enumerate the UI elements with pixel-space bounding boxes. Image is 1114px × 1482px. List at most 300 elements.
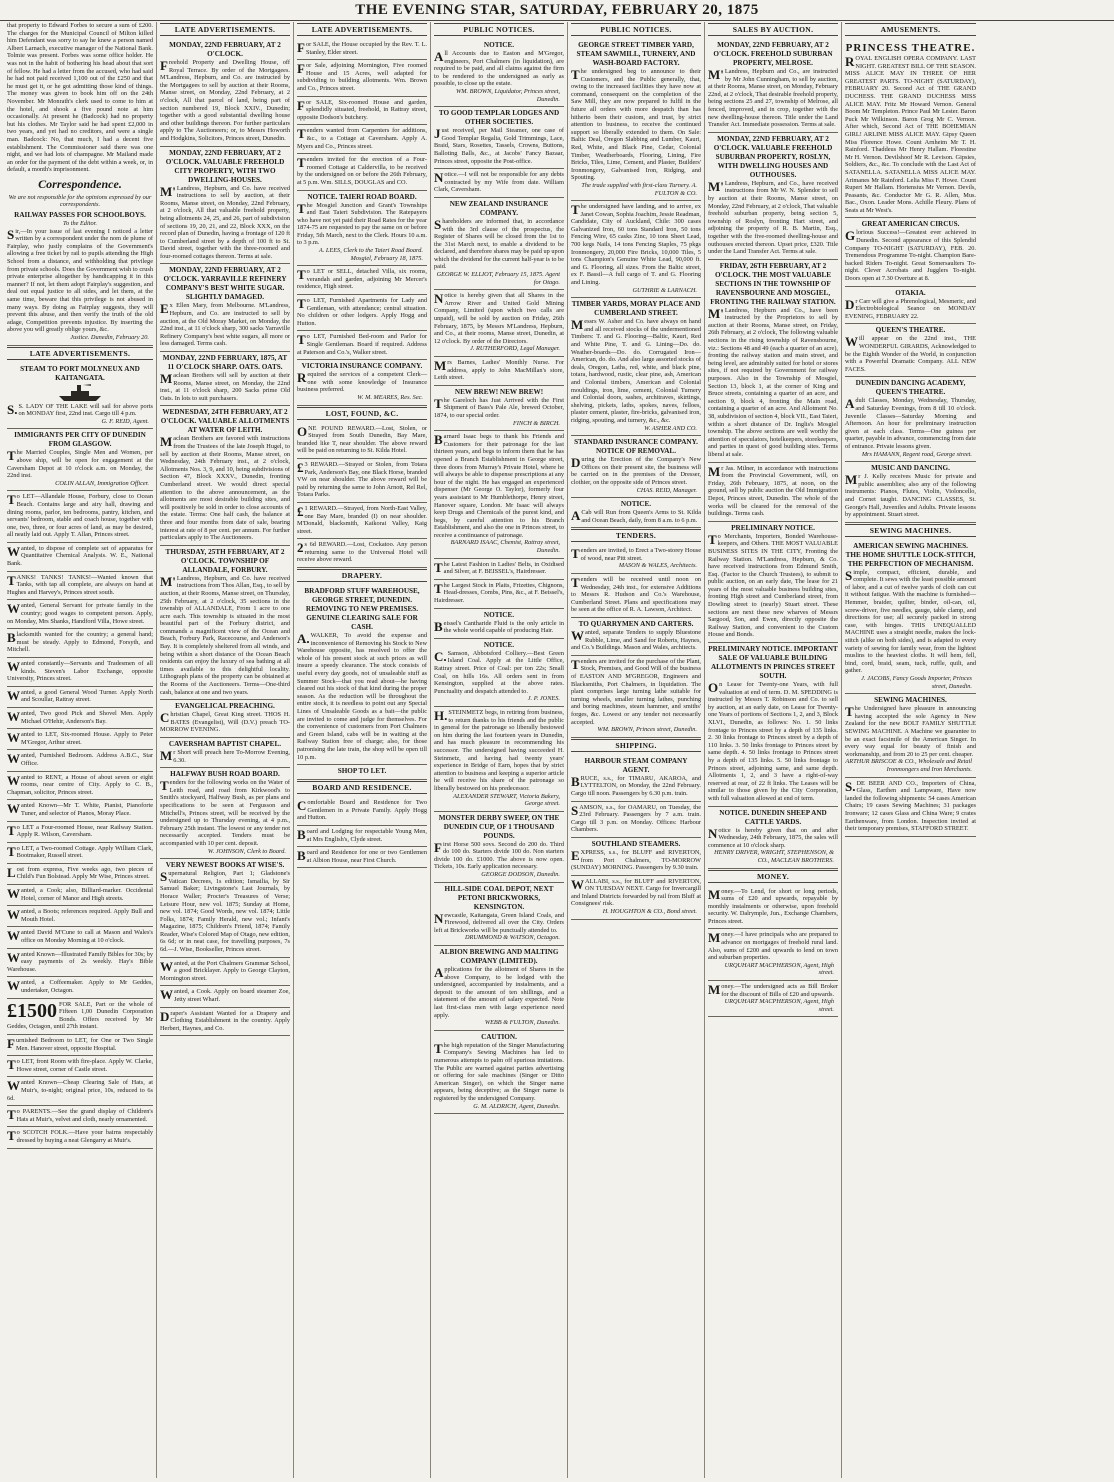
section-heading: AMUSEMENTS. [845,23,976,36]
ad-heading: TO GOOD TEMPLAR LODGES AND OTHER SOCIETIES. [438,109,560,127]
ad-heading: IMMIGRANTS PER CITY OF DUNEDIN FROM GLASGOW. [14,431,146,449]
ad-heading: TO QUARRYMEN AND CARTERS. [578,620,694,629]
ad-body: Wanted to LET, Six-roomed House. Apply to Peter M'Gregor, Arthur street. [7,730,153,746]
ad-heading: DUNEDIN DANCING ACADEMY, QUEEN'S THEATRE. [855,379,966,397]
ad-body: Furnished Bedroom to LET, for One or Two Single Men. Hanover street, opposite Hospital. [7,1035,153,1052]
advertisement [7,977,153,998]
advertisement [434,198,564,290]
ad-body: Wanted, to dispose of complete set of apparatus for Quantitative Chemical Analysis. W. E., National Bank. [7,543,153,568]
advertisement [571,618,701,656]
advertisement [160,406,290,545]
ad-heading: QUEEN'S THEATRE. [875,326,946,335]
advertisement [434,39,564,107]
ad-body: The Undersigned have pleasure in announcing having accepted the sole Agency in New Zealand for the new BOLT FAMILY SHUTTLE SEWING MACHINE. A Machine we guarantee to be an exact facsimile of the American Singer. In every way equal for beauty of finish and workmanship, and from 20 to 25 per cent. cheaper. [845,704,976,758]
ad-signature: ALEXANDER STEWART, Victoria Bakery, George street. [453,792,560,808]
ad-signature: W. M. MEARES, Res. Sec. [357,393,423,401]
ad-body: Wanted, a Boots; references required. Apply Bull and Mouth Hotel. [7,907,153,923]
ad-heading: FRIDAY, 26TH FEBRUARY, AT 2 O'CLOCK. THE MOST VALUABLE SECTIONS IN THE TOWNSHIP OF RAVENSBOURNE AND MOSGIEL, FRONTING THE RAILWAY STATION. [710,261,836,306]
ad-body: Wanted, a good General Wood Turner. Apply North and Scoullar, Rattray street. [7,687,153,704]
ad-heading: WEDNESDAY, 24TH FEBRUARY, AT 2 O'CLOCK. VALUABLE ALLOTMENTS AT WATER OF LEITH. [160,408,290,435]
advertisement [7,363,153,430]
advertisement [845,324,976,377]
ad-body: The undersigned have landing, and to arrive, ex Janet Cowan, Sophia Joachim, Jessie Readman, Candidate, City of Auckland, Chile: 300 cases Galvanized Iron, 60 tons Standard Iron, 50 tons Fencing Wire, 65 casks Zinc, 10 tons Sheet Lead, 700 kegs Nails, 14 tons Fencing Staples, 75 pkgs Ironmongery, 20,000 Fire Bricks, 10,000 Tiles, 5 tons Champion's Genuine White Lead, 90,000 ft. and G. Flooring, all sizes. From the Baltic street, ex F. Bassil—A full cargo of T. and G. Flooring and Lining. [571,202,701,287]
advertisement [845,39,976,218]
ad-heading: MONSTER DERBY SWEEP, ON THE DUNEDIN CUP, OF 1 THOUSAND POUNDS. [438,813,560,840]
ad-signature: GUTHRIE & LARNACH. [632,286,697,294]
advertisement [571,802,701,838]
advertisement [434,1031,564,1114]
ad-signature: A. LEES, Clerk to the Taieri Road Board. Mosgiel, February 18, 1875. [318,247,423,262]
ad-heading: CAVERSHAM BAPTIST CHAPEL. [168,740,282,748]
advertisement [297,826,427,847]
ad-signature: HENRY DRIVER, WRIGHT, STEPHENSON, & CO., MACLEAN BROTHERS. [714,849,834,864]
ad-signature: WM. BROWN, Princes street, Dunedin. [597,726,697,734]
ad-signature: FINCH & BIRCH. [512,419,560,427]
ad-body: FOR SALE, Part or the whole of Fifteen 1,00 Dunedin Corporation Bonds. Offers received by Mr Geddes, Octagon, until 27th instant. [7,1000,153,1031]
ad-signature: GEORGE W. ELLIOT, February 15, 1875. Agent for Otago. [436,271,560,286]
advertisement [7,491,153,543]
ad-body: Wanted to RENT, a House of about seven or eight rooms, near centre of City. Apply to C. B., Chapman, solicitor, Princes street. [7,772,153,796]
advertisement [160,1008,290,1037]
advertisement [434,609,564,639]
advertisement [160,147,290,265]
ad-body: Wanted, separate Tenders to supply Bluestone Rubble, Lime, and Sand for Roberts, Haynes, and Co.'s Buildings. Mason and Wales, architects. [571,628,701,652]
ad-body: TANKS! TANKS! TANKS!—Wanted known that Tanks, with tap all complete, are always on hand at Hughes and Harvey's, Princes street south. [7,572,153,596]
advertisement [7,800,153,821]
ad-body: On Lease for Twenty-one Years, with full valuation at end of term. D. M. SPEDDING is instructed by Messrs T. Robinson and Co. to sell by auction, at an early date, on Lease for Twenty-one Years of portions of Sections 1, 2, and 3, Block XLVI., Dunedin, as follows: No. 1. 50 links frontage to Princes street by a depth of 135 links. 2. 30 links frontage to Princes street by a depth of 110 links. 3. 50 links frontage to Princes street by same depth. 4. 50 links frontage to Princes street by a depth of 135 links. 5. 50 links frontage to Princes street, adjoining same, and same depth. Allotments 1, 2, and 3 have a right-of-way reserved at rear, of 22 ft links. The Leases will be similar to those given by the City Corporation, with full valuation allowed at end of term. [708,680,838,802]
ad-body: Sir,—In your issue of last evening I noticed a letter written by a correspondent under the nom de plume of Fairplay, who justly complains of the Government's allowing a free ticket by rail to pupils attending the High School from a distance, and withholding that privilege from private schools. Does the Government wish to crush private enterprise altogether by handicapping it in this manner? If not, let them adopt Fairplay's suggestion, and deal out equal justice to all sides, and let them, at the same time, beware that this privilege is not abused in many ways. By doing as Fairplay suggests, they will prevent this abuse, and then verify the truth of the old adage, Competition prevents injustice. By inserting the above you will greatly oblige yours, &c. [7,226,153,334]
advertisement [297,503,427,539]
ad-body: ROYAL ENGLISH OPERA COMPANY. LAST NIGHT. GREATEST BILL OF THE SEASON. MISS ALICE MAY IN THREE OF HER GREATEST PARTS. TO-NIGHT (SATURDAY), FEBRUARY 20. Second Act of THE GRAND DUCHESS. THE GRAND DUCHESS MISS ALICE MAY. Fritz Mr Howard Vernon. General Boom Mr Templeton. Prince Paul Mr Lester. Baron Puck Mr Wilkinson. Baron Grog Mr C. Vernon. After which, Second Act of THE BOHEMIAN GIRL! ARLINE MISS ALICE MAY. Gipsy Queen Miss Florence Howe. Count Arnheim Mr T. H. Rainford. Thaddeus Mr Henry Hallam. Florestine Mr H. Vernon. Devilshoof Mr R. Levison. Gipsies, Soldiers, &c., &c. To conclude with the Last Act of SATANELLA. SATANELLA MISS ALICE MAY. Arimanes Mr Rainford. Lelia Miss F. Howe. Count Rupert Mr Hallam. Hortensius Mr Vernon. Devils, Peasants, &c. Conductor Mr G. R. Allen, Mus. Bac., Oxon. Leader Mons. Achille Fleury. Plans of Seats at Mr West's. [845,54,976,214]
ad-body: Glorious Success!—Greatest ever achieved in Dunedin. Second appearance of this Splendid Company TO-NIGHT (SATURDAY), FEB. 20. Tremendous Programme To-night. Champion Bare-backed Riders To-night. Great Somersaulters To-night. Clever Acrobats and Jugglers To-night. Doors open at 7.30 Overture at 8. [845,228,976,283]
advertisement [845,287,976,325]
advertisement [708,133,838,260]
ad-body: £3 REWARD.—Strayed or Stolen, from Totara Park, Anderson's Bay, one Black Horse, branded VW on near shoulder. The above reward will be paid by returning the same to John Arnott, Rel Rel, Totara Parks. [297,459,427,499]
column-7 [842,22,979,1478]
ad-signature: J. JACOBS, Fancy Goods Importer, Princes street, Dunedin. [861,675,972,690]
advertisement [297,539,427,568]
ad-body: Ex Ellen Mary, from Melbourne. M'Landress, Hepburn, and Co. are instructed to sell by auction, at the Old Moray Market, on Monday, the 22nd inst., at 11 o'clock sharp, 300 sacks Yarraville Refinery Company's best white sugars, all more or less damaged. Terms cash. [160,301,290,348]
ad-heading: GREAT AMERICAN CIRCUS. [861,220,960,229]
advertisement [434,559,564,580]
advertisement [434,883,564,946]
ad-body: To LET a Four-roomed House, near Railway Station. Apply R. Wilson, Caversham. [7,822,153,839]
advertisement [297,125,427,154]
ad-body: EXPRESS, s.s., for BLUFF and RIVERTON, from Port Chalmers, TO-MORROW (SUNDAY) MORNING. Passengers by 9.30 train. [571,847,701,872]
advertisement [297,585,427,765]
ad-body: H.STEINMETZ begs, in retiring from business, to return thanks to his friends and the public in general for the patronage so liberally bestowed on him during the last fourteen years in Dunedin, and has much pleasure in recommending his successor. The undersigned having succeeded H. Steinmetz, and having had twenty years' experience in Bridge of Earn, hopes that by strict attention to business and keeping a superior article he will receive his share of the patronage so liberally bestowed on his predecessor. [434,707,564,792]
ad-heading: STEAM TO PORT MOLYNEUX AND KAITANGATA. [20,364,140,382]
ad-body: SAMSON, s.s., for OAMARU, on Tuesday, the 23rd February. Passengers by 7 a.m. train. Cargo till 3 p.m. on Monday. Offices: Harbour Chambers. [571,802,701,834]
ad-heading: NOTICE. [483,640,515,649]
ad-heading: HILL-SIDE COAL DEPOT, NEXT PETONI BRICKWORKS, KENSINGTON. [444,884,554,911]
ad-body: WALLABI, s.s., for BLUFF and RIVERTON, ON TUESDAY NEXT. Cargo for Invercargill and Inland Districts forwarded by rail from Bluff at Consignees' risk. [571,876,701,908]
ad-signature: G. F. REID, Agent. [101,417,149,425]
ad-body: M'Landress, Hepburn and Co., have been instructed by the Proprietors to sell by auction at their Rooms, Manse street, on Friday, 26th February, at 2 o'clock, The following valuable sections in the rising township of Ravensbourne, viz.: Sections 48 and 49 (each a quarter of an acre), fronting the railway station and main street, and being level, are admirably suited for hotel or stores sites, if not required by Government for railway purposes. Also in the Township of Mosgiel, Section 13, block 1, at the corner of King and Bruce streets, containing a quarter of an acre, and section 9, block 4, fronting the Main road, containing a quarter of an acre. And Allotment No. 38, subdivision of section 4, block VII., East Taieri, within a short distance of Dr. Inglis's Mosgiel township. The above sections are well worthy the attention of speculators, hotelkeepers, storekeepers, and parties in quest of good building sites. Terms liberal at sale. [708,305,838,458]
advertisement [434,290,564,357]
advertisement [434,812,564,883]
ad-heading: MONDAY, 22ND FEBRUARY, AT 2 O'CLOCK. YARRAVILLE REFINERY COMPANY'S BEST WHITE SUGAR. SLIGHTLY DAMAGED. [163,266,287,302]
ad-body: To LET, front Room with fire-place. Apply W. Clarke, Howe street, corner of Castle street. [7,1057,153,1073]
advertisement [160,700,290,738]
ad-body: Mrs Barnes, Ladies' Monthly Nurse. For address, apply to John MacMillan's store, Leith street. [434,358,564,382]
advertisement [160,768,290,859]
column-3 [294,22,431,1478]
advertisement [708,463,838,522]
ad-heading: NOTICE. DUNEDIN SHEEP AND CATTLE YARDS. [719,808,827,826]
advertisement [7,629,153,658]
ad-body: Wanted, Furnished Bedroom. Address A.B.C., Star Office. [7,751,153,767]
ad-signature: Mrs HAMANN, Regent road, George street. [861,450,972,458]
advertisement [160,352,290,406]
ad-heading: HALFWAY BUSH ROAD BOARD. [170,770,280,779]
column-6 [705,22,842,1478]
advertisement [7,209,153,346]
masthead: THE EVENING STAR, SATURDAY, FEBRUARY 20, 1875 [0,0,1114,21]
section-heading: SALES BY AUCTION. [708,23,838,36]
advertisement [571,498,701,528]
ad-body: The Mosgiel Junction and Grant's Townships and East Taieri Subdivision. The Ratepayers who have not yet paid their Road Rates for the year 1874-75 are requested to pay the same on or before Friday, 5th March, next to the Clerk. Hours 10 a.m. to 3 p.m. [297,200,427,247]
ad-heading: THURSDAY, 25TH FEBRUARY, AT 2 O'CLOCK. TOWNSHIP OF ALLANDALE, FORBURY. [165,547,285,574]
ad-heading: MUSIC AND DANCING. [871,464,950,473]
advertisement [571,436,701,498]
advertisement [7,949,153,978]
ad-signature: Justice. Dunedin, February 20. [70,333,149,341]
advertisement [7,1127,153,1148]
ad-heading: RAILWAY PASSES FOR SCHOOLBOYS. [14,211,146,220]
editorial-note: We are not responsible for the opinions expressed by our correspondents. [8,193,152,209]
section-heading: DRAPERY. [297,569,427,582]
advertisement [7,885,153,906]
advertisement [297,847,427,868]
ad-body: Tenders are invited for the purchase of the Plant, Stock, Premises, and Good Will of the business of EASTON AND M'GREGOR, Engineers and Blacksmiths, Port Chalmers, in liquidation. The plant comprises large turning lathe suitable for turning wheels, smaller turning lathes, punching and boring machines, steam hammer, and smiths' forges, &c. Lowest or any tender not necessarily accepted. [571,656,701,726]
ad-body: First Horse 500 sovs. Second do 200 do. Third do 100 do. Starters divide 100 do. Non starters divide 100 do. £1000. The above is now open. Tickets, 10s. Early application necessary. [434,839,564,871]
section-heading: SHIPPING. [571,739,701,752]
advertisement [708,643,838,807]
advertisement [297,765,427,780]
ad-body: Tenders are invited, to Erect a Two-storey House of wood, near Pitt street. [571,546,701,562]
ad-body: Tenders will be received until noon on Wednesday, 24th inst., for extensive Additions to Messrs R. Hudson and Co.'s Warehouse, Cumberland Street. Plans and specifications may be seen at the office of R. A. Lawson, Architect. [571,575,701,614]
advertisement [434,107,564,169]
ad-body: Tenders for the following works on the Water of Leith road, and road from Kirkwood's to Smith's stockyard, Halfway Bush, as per plans and specifications to be seen at Fergusson and Mitchell's, Princes street, will be received by the undersigned up to Thursday evening, at 4 p.m., February 25th instant. The lowest or any tender not necessarily accepted. Tenders must be accompanied with 10 per cent. deposit. [160,778,290,847]
advertisement [160,986,290,1007]
ad-body: S.S. LADY OF THE LAKE will sail for above ports on MONDAY first, 22nd inst. Cargo till 4 p.m. [7,401,153,418]
ad-body: Just received, per Mail Steamer, one case of Good Templar Regalia, Gold Trimmings, Lace, Braid, Stars, Rosettes, Tassels, Crowns, Buttons, Balloting Balls, &c., at Jacobs' Fancy Bazaar, Princes street, opposite the Post-office. [434,126,564,165]
ad-heading: NOTICE. [620,500,652,509]
advertisement [297,266,427,295]
ad-body: All Accounts due to Easton and M'Gregor, engineers, Port Chalmers (in liquidation), are required to be paid, and all claims against the firm to be rendered to the undersigned as early as possible, to close up the estate. [434,49,564,88]
advertisement [7,1077,153,1106]
ad-body: Christian Chapel, Great King street. THOS H. BATES (Evangelist), Will (D.V.) preach TO-MORROW EVENING. [160,710,290,734]
ad-body: Money.—To Lend, for short or long periods, sums of £20 and upwards, repayable by monthly instalments or otherwise, upon freehold security. W. Dalrymple, Jun., Exchange Chambers, Princes street. [708,886,838,925]
advertisement [160,859,290,958]
ad-body: Board and Lodging for respectable Young Men, at Mrs English's, Clyde street. [297,826,427,843]
advertisement [571,838,701,876]
advertisement [7,429,153,491]
ad-body: Wanted, a Cook. Apply on board steamer Zoe, Jetty street Wharf. [160,987,290,1004]
advertisement [7,1035,153,1056]
ad-body: Wanted Known—Mr T. White, Pianist, Pianoforte Tuner, and selector of Pianos, Moray Place. [7,801,153,817]
ad-heading: CAUTION. [481,1032,517,1041]
ad-body: ACab will Run from Queen's Arms to St. Kilda and Ocean Beach, daily, from 8 a.m. to 6 p.m. [571,508,701,524]
section-heading: LATE ADVERTISEMENTS. [160,23,290,36]
ad-body: Required the services of a competent Clerk—one with some knowledge of Insurance business preferred. [297,370,427,394]
ad-heading: VICTORIA INSURANCE COMPANY. [301,362,423,371]
ad-heading: STANDARD INSURANCE COMPANY. NOTICE OF REMOVAL. [574,438,698,456]
advertisement [7,999,153,1035]
ad-heading: SEWING MACHINES. [874,696,947,705]
ad-body: For SALE, Six-roomed House and garden, splendidly situated, freehold, in Rattray street, opposite Dodson's butchery. [297,97,427,121]
ad-body: To Merchants, Importers, Bonded Warehouse-keepers, and Others. THE MOST VALUABLE BUSINESS SITES IN THE CITY, Fronting the Railway Station. M'Landress, Hepburn, & Co. have received instructions from Edmund Smith, Esq. (Factor to the Church Trustees), to submit to public auction, on an early date, The lease for 21 years of the most valuable business building sites, fronting High street and Cumberland street, from Dowling street to (nearly) Stuart street. These sections are next these new wharves of Messrs Sargood, Son, and Ewen, directly opposite the Railway Station, and convenient to the Custom House and Bonds. [708,531,838,639]
ad-heading: MONDAY, 22ND FEBRUARY, AT 2 O'CLOCK. VALUABLE FREEHOLD SUBURBAN PROPERTY, ROSLYN, WITH DWELLING HOUSES AND OUTHOUSES. [713,134,833,179]
column-1 [4,22,157,1478]
ad-body: To LET or SELL, detached Villa, six rooms, verandah and garden, adjoining Mr Mercer's residence, High street. [297,267,427,291]
ad-body: Mr J. Kelly receives Music for private and public assemblies; also any of the following instruments: Pianos, Flutes, Violin, Violoncello, and Cornet taught. DANCING CLASSES, St. George's Hall, Juveniles and Adults. Private lessons by appointment. Stuart street. [845,472,976,519]
ad-body: Money.—I have principals who are prepared to advance on mortgages of freehold rural land. Also, sums of £200 and upwards to lend on town and suburban properties. [708,930,838,962]
ad-body: Dr Carr will give a Phrenological, Mesmeric, and Electrobiological Seance on MONDAY EVENING, FEBRUARY 22. [845,296,976,320]
advertisement [7,729,153,750]
advertisement [7,1106,153,1127]
advertisement [7,1056,153,1077]
ad-body: Mr Short will preach here To-Morrow Evening, 6.30. [160,748,290,764]
ad-heading: NEW BREW! NEW BREW! [454,387,544,396]
ad-body: To LET—Allandale House, Forbury, close to Ocean Beach. Contains large and airy hall, drawing and dining rooms, parlor, ten bedrooms, pantry, kitchen, and servants' bedroom, stable and coach house, together with one, two, three, or four acres of land, as may be desired, all neatly laid out. Apply T. Allan, Princes street. [7,492,153,539]
advertisement [571,574,701,618]
ad-body: Lost from express, Five weeks ago, two pieces of Child's Fun Bolstead. Apply Mr Wise, Princes street. [7,864,153,881]
ad-heading: SOUTHLAND STEAMERS. [591,839,681,848]
ad-heading: MONDAY, 22ND FEBRUARY, 1875, AT 11 O'CLOCK SHARP. OATS. OATS. [162,354,288,372]
advertisement [434,946,564,1031]
advertisement [434,169,564,198]
ad-body: Tenders invited for the erection of a Four-roomed Cottage at Caldervilla, to be received by the undersigned on or before the 26th February, at 5 p.m. Wm. SILLS, DOUGLAS and CO. [297,155,427,186]
ad-signature: W. ASHER AND CO. [644,424,697,432]
ad-body: Mr Jas. Milner, in accordance with instructions from the Provincial Government, will, on Friday, 26th February, 1875, at noon, on the ground, sell by public auction the Old Immigration Depot, Princes street, Dunedin. The whole of the works will be cleared for the removal of the buildings. Terms cash. [708,463,838,518]
advertisement [297,360,427,405]
ad-body: Beissel's Cantharide Fluid is the only article in the whole world capable of producing Hair. [434,618,564,635]
column-5 [568,22,705,1478]
ad-body: The high reputation of the Singer Manufacturing Company's Sewing Machines has led to numerous attempts to palm off spurious imitations. The Public are warned against parties advertising or offering for sale machines (Singer or Ditto American Singer), on which the Singer name appears, being deceptive; as the Singer name is registered by the undersigned Company. [434,1040,564,1102]
advertisement [297,60,427,96]
ad-heading: OTAKIA. [895,288,926,297]
ad-signature: MASON & WALES, Architects. [618,562,697,570]
advertisement [708,260,838,463]
advertisement [708,39,838,133]
ad-body: Applications for the allotment of Shares in the above Company, to be lodged with the undersigned, accompanied by instalments, and a deposit to the amount of ten shillings, and a statement of the amount of salary expected. Note last first-class men with large experience need apply. [434,965,564,1019]
ad-heading: BRADFORD STUFF WAREHOUSE, GEORGE STREET, DUNEDIN. REMOVING TO NEW PREMISES. GENUINE CLEARING SALE FOR CASH. [304,587,420,632]
advertisement [845,218,976,286]
ad-heading: AMERICAN SEWING MACHINES. THE HOME SHUTTLE LOCK-STITCH, THE PERFECTION OF MECHANISM. [845,541,976,568]
ad-heading: TIMBER YARDS, MORAY PLACE AND CUMBERLAND STREET. [571,300,701,318]
ad-heading: NOTICE. [483,610,515,619]
advertisement [7,822,153,843]
advertisement [708,522,838,643]
ad-heading: PRELIMINARY NOTICE. IMPORTANT SALE OF VALUABLE BUILDING ALLOTMENTS IN PRINCES STREET SOUTH. [708,645,838,681]
advertisement [571,39,701,201]
ad-body: Blacksmith wanted for the country; a general hand; must be steady. Apply to Edmond, Forsyth, and Mitchell. [7,630,153,654]
column-2 [157,22,294,1478]
advertisement [160,738,290,768]
ad-body: Wanted, a Coffeemaker. Apply to Mr Geddes, undertaker, Octagon. [7,978,153,994]
advertisement [571,656,701,738]
advertisement [845,540,976,695]
ad-body: The Married Couples, Single Men and Women, per above ship, will be open for engagement at the Caversham Depot at 10 o'clock a.m. on Monday, the 22nd inst. [7,448,153,480]
section-heading: TENDERS. [571,529,701,542]
advertisement [571,201,701,298]
section-heading: LATE ADVERTISEMENTS. [297,23,427,36]
ad-heading: MONDAY, 22ND FEBRUARY, AT 2 O'CLOCK. [169,41,281,58]
advertisement [297,331,427,360]
ad-body: Newcastle, Kaitangata, Green Island Coals, and Firewood, delivered all over the City. Orders left at Brickworks will be punctually attended to. [434,910,564,934]
ad-body: Wanted, at the Port Chalmers Grammar School, a good Bricklayer. Apply to George Clayton, Mornington street. [160,958,290,982]
ad-signature: J. RUTHERFORD, Legal Manager. [470,345,560,353]
advertisement [434,707,564,812]
ad-subheading: To the Editor. [63,220,97,228]
advertisement [297,97,427,126]
advertisement [571,755,701,802]
ad-body: Wanted Known—Illustrated Family Bibles for 30s; by easy payments of 2s weekly. Hay's Bible Warehouse. [7,949,153,973]
ad-signature: COLIN ALLAN, Immigration Officer. [55,479,149,487]
steamship-icon [57,384,103,402]
advertisement [708,886,838,930]
ad-heading: VERY NEWEST BOOKS AT WISE'S. [165,861,285,870]
article-text: that property to Edward Forbes to secure a sum of £200. The charges for the Municipal Council of Milton killed him Defendant was sorry to say he knew a person named Albert Larnach, executive manager of the National Bank. Tolmie was present. Forbes was some office holder. He was not in the habit of bothering his head about that sort of fellow. He had a letter from the accused, who had said he had not paid received 1,100 out of the £250 and that he must get it, or he got admitting those kind of things. The money was given to book him off on the 24th November. Mr Monrath's clerk used to come to him at the hotel, and shook a five pound note at him occasionally. At present he (Badcock) had no property but his clothes. Mr Taylor said he had spent £2,000 in two years, and yet had no creditors, and were a single man. Badcock: No, that much, I had a decent five establishment. The Commissioner said there was one night, and we had lots of champagne. Mr Mailand made an order for the payment of the debt within a week, or, in default, a month's imprisonment. [7,22,153,174]
section-heading: LOST, FOUND, &C. [297,407,427,420]
advertisement [434,386,564,431]
ad-body: For SALE, the House occupied by the Rev. T. L. Stanley, Elder street. [297,40,427,56]
ad-heading: SHOP TO LET. [337,767,387,776]
section-heading: PUBLIC NOTICES. [434,23,564,36]
advertisement [7,906,153,927]
ad-body: ONE POUND REWARD.—Lost, Stolen, or Strayed from South Dunedin, Bay Mare, branded like T, near shoulder. The above reward will be paid on returning to St. Kilda Hotel. [297,423,427,455]
ad-body: S.DE BEER AND CO., Importers of China, Glass, Earthen and Lampware, Have now landed the following shipments: 54 cases American Chairs; 19 cases Sewing Machines; 31 packages Ironware; 12 cases Glass and China Ware; 9 crates Earthenware, from London. Inspection invited at their temporary premises, STAFFORD STREET. [845,778,976,833]
ad-body: During the Erection of the Company's New Offices on their present site, the business will be carried on in the premises of the Dresser, clothier, on the opposite side of Princes street. [571,455,701,486]
ad-body: The undersigned beg to announce to their Customers, and the Public generally, that, owing to the increased facilities they have now at command, consequent on the completion of the Saw Mill, they are now prepared to fulfil in the future all orders with more despatch than has hitherto been their custom, and trust, by strict attention to business, to receive the continued support so liberally extended to them. On Sale: Baltic Deal, Oregon Slabbing and Lumber, Kauri, Red, White, and Black Pine, Cedar, Colonial Timber, Weatherboards, Flooring, Lining, Fire Bricks, Tiles, Lime, Cement, and Plaster, Builders' Ironmongery, Galvanised Iron, Ridging, and Spouting. [571,67,701,182]
advertisement [571,298,701,436]
ad-body: To LET, Furnished Apartments for Lady and Gentleman, with attendance; central situation. No children or other lodgers. Apply Hogg and Hutton. [297,296,427,327]
advertisement [297,459,427,503]
advertisement [297,423,427,459]
advertisement [845,694,976,777]
advertisement [7,843,153,864]
advertisement [7,708,153,729]
advertisement [7,927,153,948]
column-4 [431,22,568,1478]
ad-body: Draper's Assistant Wanted for a Drapery and Clothing Establishment in the country. Apply Herbert, Haynes, and Co. [160,1008,290,1032]
advertisement [160,39,290,147]
ad-body: Wanted, a Cook; also, Billiard-marker. Occidental Hotel, corner of Manor and High streets. [7,886,153,902]
ad-body: Barnard Isaac begs to thank his Friends and Customers for their patronage for the last thirteen years, and begs to inform them that he has opened a Branch Establishment in George street, three doors from Murray's Private Hotel, where he will always be able to dispense prescriptions at any hour of the night. He has engaged an experienced dispenser (Mr George O. Taylor), formerly four years assistant to Mr Humblethorpe, Henry street, Hanover square, London. Mr Isaac will always keep Drugs and Chemicals of the purest kind, and begs, by careful attention to his Branch Establishment, and also the one in Princes street, to receive a continuance of patronage. [434,432,564,539]
advertisement [160,546,290,701]
ad-heading: HARBOUR STEAM COMPANY AGENT. [584,756,688,774]
ad-signature: WM. BROWN, Liquidator, Princes street, Dunedin. [455,87,560,103]
ad-amount: £1500 [7,999,57,1022]
ad-body: Will appear on the 22nd inst., THE WONDERFUL GIRARDS, Acknowledged to be the Eighth Wonder of the World, in conjunction with a Powerful Dramatic Company. ALL NEW FACES. [845,334,976,373]
ad-heading: ALBION BREWING AND MALTING COMPANY (LIMITED). [439,948,559,966]
ad-body: Notice is hereby given that on and after Wednesday, 24th February, 1875, the sales will commence at 10 o'clock sharp. [708,825,838,849]
ad-body: Notice is hereby given that all Shares in the Arrow River and United Gold Mining Company, Limited (upon which two calls are unpaid), will be sold by auction on Friday, 26th February, 1875, by Messrs M'Landress, Hepburn, and Co., at their rooms, Manse street, Dunedin, at 12 o'clock. By order of the Directors. [434,291,564,345]
ad-body: Notice.—I will not be responsible for any debts contracted by my Wife from date. William Clark, Caversham. [434,170,564,194]
advertisement [7,543,153,572]
ad-body: For Sale, adjoining Mornington, Five roomed House and 15 Acres, well adapted for subdividing to building allotments. Wm. Brown and Co., Princes street. [297,61,427,92]
ad-body: To LET, Furnished Bed-room and Parlor for Single Gentleman. Board if required. Address at Paterson and Co.'s, Walker street. [297,332,427,356]
ad-body: Board and Residence for one or two Gentlemen at Albion House, near First Church. [297,848,427,864]
ad-body: C.Samson, Abbotsford Colliery.—Best Green Island Coal. Apply at the Little Office, Rattray street. Price of Coal: per ton 22s; Small Coal, on hills 16s. All orders sent in from Kensington, supplied at the above rates. Punctuality and despatch attended to. [434,648,564,695]
ad-signature: GEORGE DODSON, Dunedin. [481,871,560,879]
advertisement [297,39,427,60]
advertisement [708,981,838,1017]
ad-body: Comfortable Board and Residence for Two Gentlemen in a Private Family. Apply Hogg and Hutton. [297,798,427,822]
ad-body: Wanted constantly—Servants and Tradesmen of all kinds. Steven's Labor Exchange, opposite University, Princes street. [7,659,153,683]
advertisement [7,687,153,708]
ad-signature: DRUMMOND & WATSON, Octagon. [465,934,560,942]
advertisement [571,545,701,574]
columns-container [4,22,1110,1478]
advertisement [845,462,976,523]
ad-body: To LET, a Two-roomed Cottage. Apply William Clark, Bootmaker, Russell street. [7,843,153,860]
ad-signature: URQUHART MACPHERSON, Agent, High street. [724,998,834,1013]
ad-body: Maclean Brothers will sell by auction at their Rooms, Manse street, on Monday, the 22nd inst., at 11 o'clock sharp, 200 Sacks prime Old Oats. In lots to suit purchasers. [160,371,290,402]
ad-body: Wanted, General Servant for private family in the country; good wages to competent person. Apply, on Monday, Mrs Shanks, Handford Villa, Howe street. [7,601,153,625]
ad-heading: MONDAY, 22ND FEBRUARY, AT 2 O'CLOCK. FREEHOLD SUBURBAN PROPERTY, MELROSE. [713,41,833,67]
ad-body: Wanted Known—Cheap Clearing Sale of Hats, at Muir's, to-night; original price, 10s, reduced to 6s 6d. [7,1078,153,1102]
advertisement [845,778,976,837]
advertisement [297,154,427,190]
advertisement [434,357,564,386]
advertisement [160,264,290,352]
section-heading: PUBLIC NOTICES. [571,23,701,36]
advertisement [708,929,838,981]
ad-body: To SCOTCH FOLK.—Have your bairns respectably dressed by buying a neat Glengarry at Muir's. [7,1128,153,1144]
advertisement [434,580,564,609]
ad-signature: ARTHUR BRISCOE & CO., Wholesale and Retail Ironmongers and Iron Merchants. [845,758,972,773]
ad-body: To PARENTS.—See the grand display of Children's Hats at Muir's, velvet and cloth, nearly ornamented. [7,1107,153,1123]
advertisement [7,572,153,601]
section-heading: LATE ADVERTISEMENTS. [7,347,153,360]
advertisement [571,876,701,920]
ad-signature: The trade supplied with first-class Turnery. A. FULTON & CO. [581,181,697,197]
ad-signature: URQUHART MACPHERSON, Agent, High street. [724,961,834,977]
ad-body: M'Landress, Hepburn, and Co., have received instructions from Mr W. N. Splendor to sell by auction at their Rooms, Manse street, on Monday, 22nd February, at 2 o'clock, That valuable freehold suburban property, being section 5, township of Roslyn, fronting Hart street, and adjoining the property of R. B. Martin, Esq., together with the five-roomed dwelling-house and outhouses erected thereon. Upset price, £320. Title under the Land Transfer Act. Terms at sale. [708,178,838,256]
advertisement [160,958,290,987]
ad-heading: MONDAY, 22ND FEBRUARY, AT 2 O'CLOCK. VALUABLE FREEHOLD CITY PROPERTY, WITH TWO DWELLING-HOUSES. [165,148,285,184]
section-heading: BOARD AND RESIDENCE. [297,781,427,794]
advertisement [7,772,153,801]
ad-body: Wanted, Two good Pick and Shovel Men. Apply Michael O'Hehir, Anderson's Bay. [7,708,153,725]
ad-body: The Latest Fashion in Ladies' Belts, in Oxidised and Silver, at F. BEISSEL's, Hairdresser. [434,559,564,576]
ad-heading: PRINCESS THEATRE. [845,42,976,54]
ad-body: The Largest Stock in Plaits, Frizettes, Chignons, Head-dresses, Combs, Pins, &c., at F. Beissel's, Hairdresser. [434,580,564,605]
ad-body: BRUCE, s.s., for TIMARU, AKAROA, and LYTTELTON, on Monday, the 22nd February. Cargo till noon. Passengers by 6.30 p.m. train. [571,773,701,797]
ad-signature: W. JOHNSON, Clerk to Board. [207,847,286,855]
ad-body: Shareholders are informed that, in accordance with the 3rd clause of the prospectus, the Register of Shares will be closed from the 1st to the 31st March next, to enable a dividend to be declared, and therefore shares may be paid up upon which the dividend for the current half-year is to be paid. [434,216,564,271]
ad-signature: BARNARD ISAAC, Chemist, Rattray street, Dunedin. [450,539,560,555]
ad-heading: NOTICE. TAIERI ROAD BOARD. [307,192,417,201]
section-heading: SEWING MACHINES. [845,524,976,537]
ad-body: £1 REWARD.—Strayed, from North-East Valley, one Bay Mare, branded (I) on near shoulder. M'Donald, blacksmith, Kaikorai Valley, Kaig street. [297,503,427,535]
advertisement [845,377,976,462]
ad-body: Tenders wanted from Carpenters for additions, &c., to a Cottage at Caversham. Apply A. Myers and Co., Princes street. [297,126,427,150]
ad-body: Wanted David M'Cune to call at Mason and Wales's office on Monday Morning at 10 o'clock. [7,928,153,945]
ad-body: Supernatural Religion, Part 1; Gladstone's Vatican Decrees, 1s edition; Ismailia, by Sir Samuel Baker; Livingstone's Last Journals, by Horace Waller; Procter's Treasures of Verse; Leisure Hour, new vol. 1875; Sunday at Home, new vol. 1874; Good Words, new vol. 1874; Little Folks, 1874; Family Herald, new vol.; Infant's Magazine, 1875; Children's Friend, 1874; Family Reader, Wise's Colored Map of Otago, new edition, 6s 6d; or in neat case, for travelling purposes, 7s 6d.—J. Wise, Bookseller, Princes street. [160,869,290,954]
ad-signature: CHAS. REID, Manager. [636,486,697,494]
ad-body: Simple, compact, efficient, durable, and complete. It sews with the least possible amount of labor, and a cut of twelve yards of cloth can cut it without fatigue. With the machine is furnished—Hemmer, braider, quilter, binder, oil-can, oil, screw-driver, five needles, gauge, table clamp, and directions for use; all securely packed in strong case, with hinges. THIS UNEQUALLED MACHINE uses a straight needle, makes the lock-stitch (alike on both sides), and is adapted to every variety of sewing for family wear, from the lightest muslins to the heaviest cloths. It will hem, fell, bind, cord, braid, seam, tuck, ruffle, quilt, and gather. [845,567,976,675]
ad-heading: NEW ZEALAND INSURANCE COMPANY. [449,199,549,217]
ad-body: Money.—The undersigned acts as Bill Broker for the discount of Bills of £20 and upwards. [708,982,838,998]
advertisement [7,600,153,629]
advertisement [708,807,838,869]
ad-body: A.WALKER, To avoid the expense and inconvenience of Removing his Stock to New Warehouse opposite, has resolved to offer the whole of his present stock at such prices as will insure a speedy clearance. The stock consists of useful every day goods, not of unsaleable stuff as Summer Stock—that you read about—he having cleared out his stock of that kind during the proper season. As the reduction will be throughout the entire stock, it is needless to point out any Special Lines of Unsaleable Goods as a bait—the public are invited to come and judge for themselves. For the convenience of customers from Port Chalmers and Green Island, cabs will be in waiting at the Railway Station free of charge; also, for those patronising the late train, the shop will be open till 10 p.m. [297,631,427,761]
ad-body: M'Landress, Hepburn, and Co. have received instructions to sell by auction, at their Rooms, Manse street, on Monday, 22nd February, at 2 o'clock, All that valuable freehold property, being allotments 24, 25, and 26, part of subdivision of sections 19, 20, 21, and 22, Block XXX, on the record plan of Dunedin, having a frontage of 120 ft to Cumberland street by a depth of 100 ft to St. David street, together with the three-roomed and four-roomed cottages thereon. Terms at sale. [160,183,290,260]
